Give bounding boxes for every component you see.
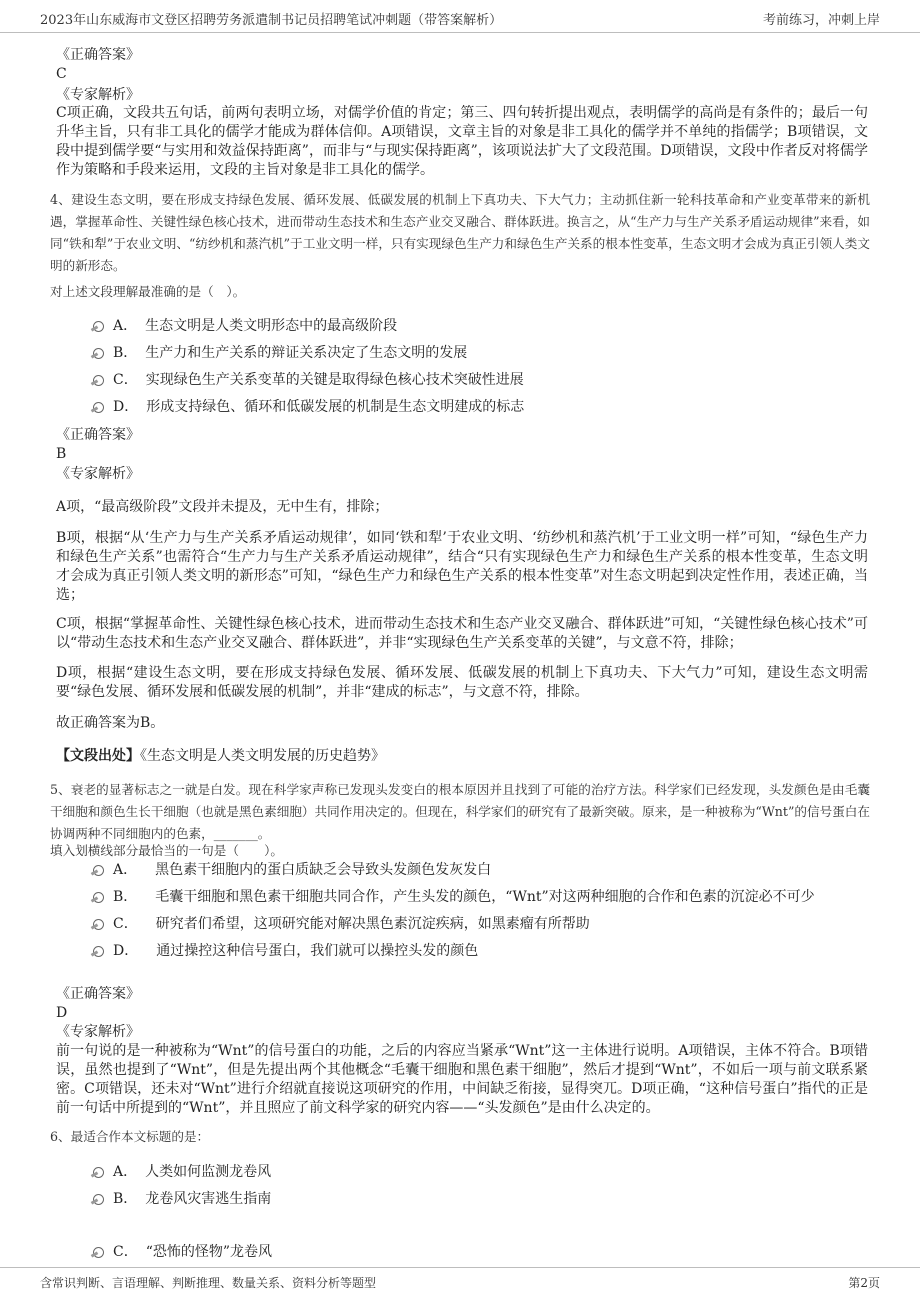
- question-5-option-a[interactable]: [93, 860, 873, 880]
- radio-icon[interactable]: [93, 1247, 104, 1258]
- option-letter: B．: [113, 1191, 138, 1207]
- answer-value: D: [56, 1005, 68, 1021]
- question-5-option-c[interactable]: [93, 914, 873, 934]
- analysis-heading: 《专家解析》: [56, 87, 140, 103]
- question-6-option-c[interactable]: [93, 1242, 873, 1262]
- analysis-text: C项正确，文段共五句话，前两句表明立场，对儒学价值的肯定；第三、四句转折提出观点，表明儒学的高尚是有条件的；最后一句升华主旨，只有非工具化的儒学才能成为群体信仰。A项错误，文章主旨的对象是非工具化的儒学并不单纯的指儒学；B项错误，文段中提到儒学要“与实用和效益保持距离”，而非与“与现实保持距离”，该项说法扩大了文段范围。D项错误，文段中作者反对将儒学作为策略和手段来运用，文段的主旨对象是非工具化的儒学。: [56, 105, 868, 178]
- option-text: 人类如何监测龙卷风: [145, 1164, 272, 1180]
- question-6-option-a[interactable]: [93, 1162, 873, 1182]
- option-text: “恐怖的怪物”龙卷风: [145, 1244, 273, 1260]
- option-letter: C．: [113, 1244, 138, 1260]
- footer-categories: 含常识判断、言语理解、判断推理、数量关系、资料分析等题型: [40, 1276, 377, 1290]
- question-6-stem: 6、最适合作本文标题的是：: [50, 1129, 210, 1144]
- option-text: 研究者们希望，这项研究能对解决黑色素沉淀疾病，如黑素瘤有所帮助: [155, 916, 590, 932]
- page-footer: [0, 1267, 920, 1303]
- option-text: 生态文明是人类文明形态中的最高级阶段: [145, 318, 398, 334]
- source-title: 《生态文明是人类文明发展的历史趋势》: [140, 748, 385, 764]
- explanation-c: C项，根据“掌握革命性、关键性绿色核心技术，进而带动生态技术和生态产业交叉融合、群体跃进”可知，“关键性绿色核心技术”可以“带动生态技术和生态产业交叉融合、群体跃进”，并非“实现绿色生产关系变革的关键”，与文意不符，排除；: [56, 616, 868, 651]
- option-letter: D．: [113, 399, 139, 415]
- analysis-heading: 《专家解析》: [56, 466, 140, 482]
- option-text: 通过操控这种信号蛋白，我们就可以操控头发的颜色: [156, 943, 479, 959]
- answer-heading: 《正确答案》: [56, 986, 140, 1002]
- option-letter: D．: [113, 943, 139, 959]
- explanation-a: A项，“最高级阶段”文段并未提及，无中生有，排除；: [56, 499, 389, 515]
- question-4-option-a[interactable]: [93, 316, 873, 336]
- answer-value: B: [56, 446, 67, 462]
- question-4-stem: 4、建设生态文明，要在形成支持绿色发展、循环发展、低碳发展的机制上下真功夫、下大气力；主动抓住新一轮科技革命和产业变革带来的新机遇，掌握革命性、关键性绿色核心技术，进而带动生态技术和生态产业交叉融合、群体跃进。换言之，从“生产力与生产关系矛盾运动规律”来看，如同“铁和犁”于农业文明、“纺纱机和蒸汽机”于工业文明一样，只有实现绿色生产力和绿色生产关系的根本性变革，生态文明才会成为真正引领人类文明的新形态。: [50, 192, 870, 273]
- option-text: 毛囊干细胞和黑色素干细胞共同合作，产生头发的颜色，“Wnt”对这两种细胞的合作和色素的沉淀必不可少: [155, 889, 815, 905]
- answer-heading: 《正确答案》: [56, 47, 140, 63]
- option-letter: A．: [113, 862, 138, 878]
- option-text: 实现绿色生产关系变革的关键是取得绿色核心技术突破性进展: [145, 372, 524, 388]
- question-5-option-b[interactable]: [93, 887, 873, 907]
- option-text: 黑色素干细胞内的蛋白质缺乏会导致头发颜色发灰发白: [155, 862, 492, 878]
- option-letter: C．: [113, 372, 138, 388]
- header-tagline: 考前练习，冲刺上岸: [762, 13, 880, 28]
- radio-icon[interactable]: [93, 321, 104, 332]
- radio-icon[interactable]: [93, 919, 104, 930]
- radio-icon[interactable]: [93, 1167, 104, 1178]
- question-4-option-b[interactable]: [93, 343, 873, 363]
- question-6-option-b[interactable]: [93, 1189, 873, 1209]
- question-5-option-d[interactable]: [93, 941, 873, 961]
- conclusion: 故正确答案为B。: [56, 715, 165, 731]
- radio-icon[interactable]: [93, 892, 104, 903]
- document-title: 2023年山东威海市文登区招聘劳务派遣制书记员招聘笔试冲刺题（带答案解析）: [40, 13, 503, 28]
- option-text: 龙卷风灾害逃生指南: [145, 1191, 272, 1207]
- question-5-prompt: 填入划横线部分最恰当的一句是（ ）。: [50, 843, 283, 858]
- page-header: [0, 0, 920, 33]
- explanation-b: B项，根据“从‘生产力与生产关系矛盾运动规律’，如同‘铁和犁’于农业文明、‘纺纱机和蒸汽机’于工业文明一样”可知，“绿色生产力和绿色生产关系”也需符合“生产力与生产关系矛盾运动规律”，结合“只有实现绿色生产力和绿色生产关系的根本性变革，生态文明才会成为真正引领人类文明的新形态”可知，“绿色生产力和绿色生产关系的根本性变革”对生态文明起到决定性作用，表述正确，当选；: [56, 530, 868, 603]
- analysis-heading: 《专家解析》: [56, 1024, 140, 1040]
- radio-icon[interactable]: [93, 946, 104, 957]
- source-citation: [56, 747, 868, 766]
- option-letter: B．: [113, 889, 138, 905]
- option-letter: A．: [113, 1164, 138, 1180]
- answer-heading: 《正确答案》: [56, 427, 140, 443]
- explanation-d: D项，根据“建设生态文明，要在形成支持绿色发展、循环发展、低碳发展的机制上下真功夫、下大气力”可知，建设生态文明需要“绿色发展、循环发展和低碳发展的机制”，并非“建成的标志”，与文意不符，排除。: [56, 665, 868, 700]
- answer-value: C: [56, 66, 67, 82]
- page-number: 第2页: [848, 1276, 880, 1290]
- radio-icon[interactable]: [93, 402, 104, 413]
- source-label: 【文段出处】: [56, 748, 140, 764]
- option-letter: A．: [113, 318, 138, 334]
- option-text: 形成支持绿色、循环和低碳发展的机制是生态文明建成的标志: [146, 399, 525, 415]
- radio-icon[interactable]: [93, 865, 104, 876]
- option-letter: C．: [113, 916, 138, 932]
- radio-icon[interactable]: [93, 348, 104, 359]
- analysis-text: 前一句说的是一种被称为“Wnt”的信号蛋白的功能，之后的内容应当紧承“Wnt”这一主体进行说明。A项错误，主体不符合。B项错误，虽然也提到了“Wnt”，但是先提出两个其他概念“毛囊干细胞和黑色素干细胞”，然后才提到“Wnt”，不如后一项与前文联系紧密。C项错误，还未对“Wnt”进行介绍就直接说这项研究的作用，中间缺乏衔接，显得突兀。D项正确，“这种信号蛋白”指代的正是前一句话中所提到的“Wnt”，并且照应了前文科学家的研究内容——“头发颜色”是由什么决定的。: [56, 1043, 868, 1116]
- question-4-option-d[interactable]: [93, 397, 873, 417]
- question-4-option-c[interactable]: [93, 370, 873, 390]
- option-letter: B．: [113, 345, 138, 361]
- radio-icon[interactable]: [93, 1194, 104, 1205]
- question-5-stem: 5、衰老的显著标志之一就是白发。现在科学家声称已发现头发变白的根本原因并且找到了可能的治疗方法。科学家们已经发现，头发颜色是由毛囊干细胞和颜色生长干细胞（也就是黑色素细胞）共同作用决定的。但现在，科学家们的研究有了最新突破。原来，是一种被称为“Wnt”的信号蛋白在协调两种不同细胞内的色素，_______。: [50, 782, 870, 841]
- radio-icon[interactable]: [93, 375, 104, 386]
- option-text: 生产力和生产关系的辩证关系决定了生态文明的发展: [145, 345, 468, 361]
- question-4-prompt: 对上述文段理解最准确的是（ ）。: [50, 284, 246, 299]
